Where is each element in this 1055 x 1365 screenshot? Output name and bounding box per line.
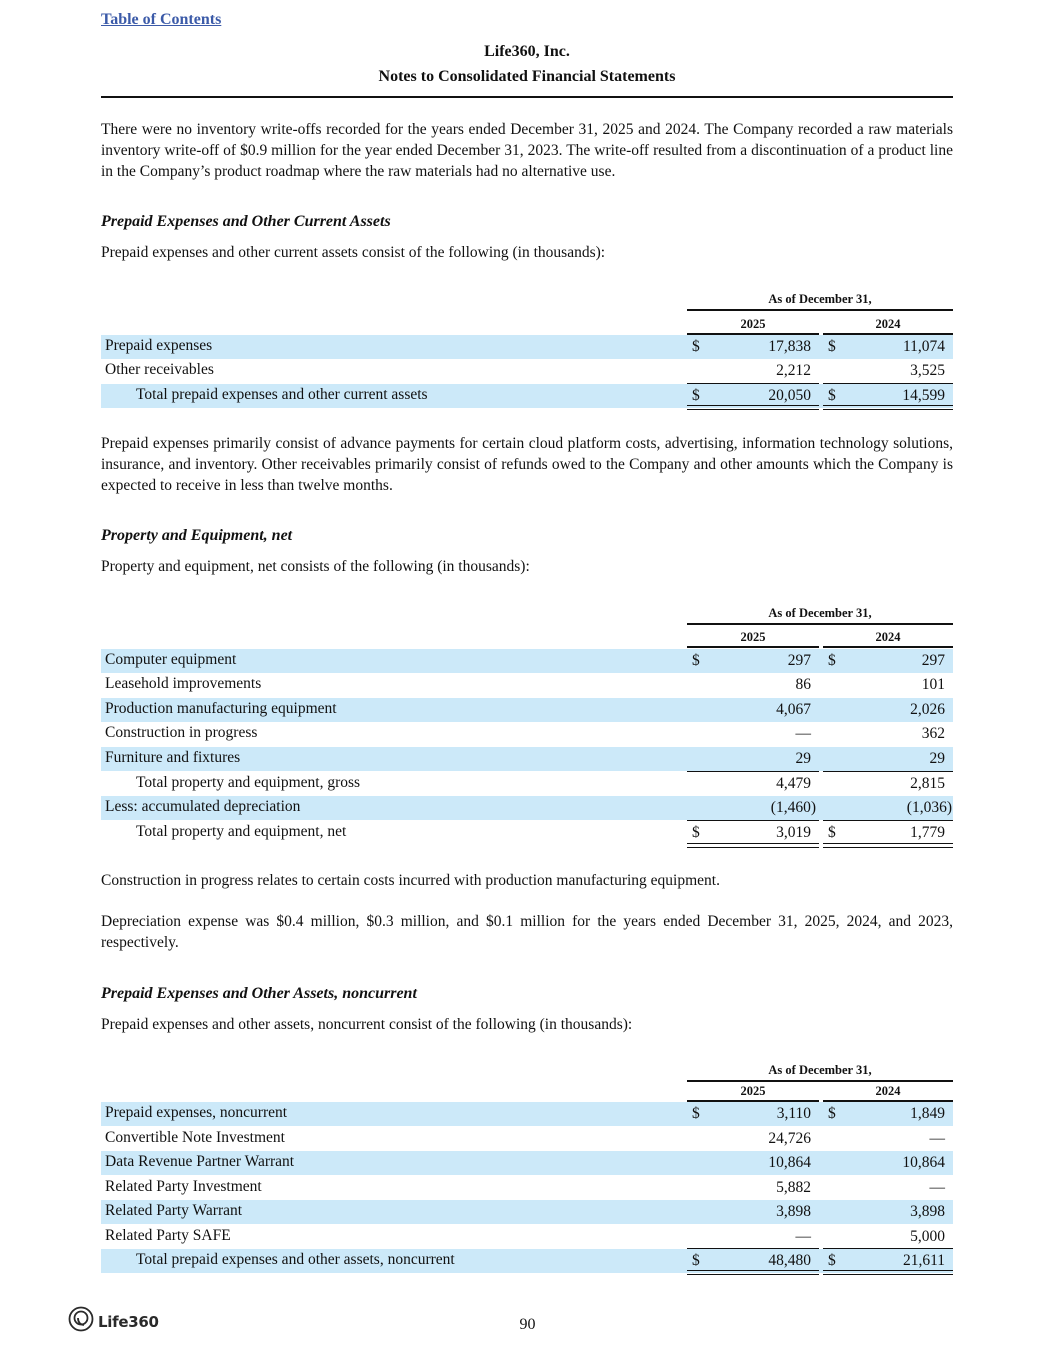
value-2024: 21,611 (902, 1252, 945, 1269)
currency-symbol: $ (692, 1252, 700, 1269)
row-label: Total prepaid expenses and other assets, noncurrent (136, 1251, 455, 1268)
row-label: Related Party SAFE (105, 1227, 231, 1244)
row-label: Related Party Warrant (105, 1202, 243, 1219)
table-of-contents-link[interactable]: Table of Contents (101, 11, 222, 28)
row-label: Furniture and fixtures (105, 749, 241, 766)
column-group-header: As of December 31, (768, 292, 872, 306)
row-label: Data Revenue Partner Warrant (105, 1153, 295, 1170)
row-label: Total property and equipment, net (136, 823, 347, 840)
value-2024: — (929, 1179, 945, 1196)
value-2024: 10,864 (902, 1154, 945, 1171)
table-row (101, 747, 953, 771)
value-2025: 4,067 (776, 701, 811, 718)
row-label: Convertible Note Investment (105, 1129, 285, 1146)
column-group-header: As of December 31, (768, 1063, 872, 1077)
value-2025: 29 (795, 750, 811, 767)
section-heading-prepaid-current: Prepaid Expenses and Other Current Assets (101, 213, 391, 230)
table-row (101, 1225, 953, 1249)
currency-symbol: $ (692, 387, 700, 404)
table-row (101, 796, 953, 820)
table-row (101, 359, 953, 383)
value-2025: — (795, 1228, 811, 1245)
currency-symbol: $ (828, 652, 836, 669)
header-rule (687, 1080, 953, 1082)
header-rule (823, 646, 953, 648)
value-2024: 11,074 (902, 338, 945, 355)
header-rule (687, 623, 953, 625)
header-rule (687, 646, 819, 648)
logo-wordmark: Life360 (98, 1312, 159, 1331)
value-2025: 24,726 (768, 1130, 811, 1147)
value-2025: 3,898 (776, 1203, 811, 1220)
column-group-header: As of December 31, (768, 606, 872, 620)
row-label: Leasehold improvements (105, 675, 262, 692)
value-2024: 101 (921, 676, 945, 693)
section-heading-property: Property and Equipment, net (101, 527, 293, 544)
value-2025: 48,480 (768, 1252, 811, 1269)
column-header-2024: 2024 (875, 1084, 901, 1098)
currency-symbol: $ (828, 824, 836, 841)
value-2024: 3,898 (910, 1203, 945, 1220)
row-label: Total property and equipment, gross (136, 774, 361, 791)
currency-symbol: $ (828, 387, 836, 404)
row-label: Production manufacturing equipment (105, 700, 337, 717)
value-2025: 4,479 (776, 775, 811, 792)
table-row (101, 335, 953, 359)
currency-symbol: $ (692, 824, 700, 841)
row-label: Total prepaid expenses and other current assets (136, 386, 428, 403)
column-header-2024: 2024 (875, 317, 901, 331)
value-2024: 3,525 (910, 362, 945, 379)
total-double-rule (687, 843, 819, 848)
value-2025: 86 (795, 676, 811, 693)
company-name: Life360, Inc. (484, 43, 570, 60)
value-2025: — (795, 725, 811, 742)
table-row (101, 722, 953, 746)
value-2024: 2,026 (910, 701, 945, 718)
column-header-2024: 2024 (875, 630, 901, 644)
currency-symbol: $ (692, 338, 700, 355)
value-2024: 362 (921, 725, 945, 742)
total-double-rule (687, 1270, 819, 1275)
table-row (101, 1151, 953, 1175)
table-row (101, 673, 953, 697)
value-2024: 14,599 (902, 387, 945, 404)
currency-symbol: $ (828, 1105, 836, 1122)
row-label: Prepaid expenses, noncurrent (105, 1104, 288, 1121)
value-2024: (1,036) (906, 799, 952, 816)
table-row (101, 1127, 953, 1151)
column-header-2025: 2025 (740, 630, 766, 644)
depreciation-note-paragraph: Depreciation expense was $0.4 million, $0.3 million, and $0.1 million for the years ended December 31, 2025, 2024, and 2023, respectively. (101, 913, 953, 951)
value-2024: — (929, 1130, 945, 1147)
total-double-rule (823, 843, 953, 848)
row-label: Other receivables (105, 361, 214, 378)
header-rule (687, 309, 953, 311)
total-double-rule (823, 1270, 953, 1275)
value-2025: 2,212 (776, 362, 811, 379)
row-label: Computer equipment (105, 651, 237, 668)
value-2025: (1,460) (770, 799, 816, 816)
value-2025: 20,050 (768, 387, 811, 404)
table-row (101, 1176, 953, 1200)
section-intro-prepaid-current: Prepaid expenses and other current assets consist of the following (in thousands): (101, 244, 606, 261)
section-intro-property: Property and equipment, net consists of the following (in thousands): (101, 558, 530, 575)
header-divider (101, 96, 953, 98)
value-2025: 10,864 (768, 1154, 811, 1171)
value-2024: 2,815 (910, 775, 945, 792)
currency-symbol: $ (692, 652, 700, 669)
construction-note-paragraph: Construction in progress relates to certain costs incurred with production manufacturing equipment. (101, 872, 720, 889)
row-label: Less: accumulated depreciation (105, 798, 301, 815)
row-label: Construction in progress (105, 724, 258, 741)
total-double-rule (823, 405, 953, 410)
inventory-paragraph: There were no inventory write-offs recorded for the years ended December 31, 2025 and 2024. The Company recorded a raw materials inventory write-off of $0.9 million for the year ended December 31, 2023. The write-off resulted from a discontinuation of a product line in the Company’s product roadmap where the raw materials had no alternative use. (101, 121, 953, 180)
table-row (101, 698, 953, 722)
value-2025: 297 (787, 652, 811, 669)
value-2024: 1,779 (910, 824, 945, 841)
section-intro-prepaid-noncurrent: Prepaid expenses and other assets, noncurrent consist of the following (in thousands): (101, 1016, 633, 1033)
column-header-2025: 2025 (740, 1084, 766, 1098)
column-header-2025: 2025 (740, 317, 766, 331)
currency-symbol: $ (828, 338, 836, 355)
table-row-total (101, 821, 953, 845)
value-2024: 1,849 (910, 1105, 945, 1122)
total-double-rule (687, 405, 819, 410)
row-label: Prepaid expenses (105, 337, 213, 354)
value-2025: 17,838 (768, 338, 811, 355)
page-title: Notes to Consolidated Financial Statements (378, 68, 676, 85)
row-label: Related Party Investment (105, 1178, 262, 1195)
value-2024: 5,000 (910, 1228, 945, 1245)
currency-symbol: $ (692, 1105, 700, 1122)
value-2025: 3,019 (776, 824, 811, 841)
table-row (101, 1200, 953, 1224)
value-2025: 3,110 (776, 1105, 811, 1122)
table-row (101, 1102, 953, 1126)
section-heading-prepaid-noncurrent: Prepaid Expenses and Other Assets, noncurrent (101, 985, 417, 1002)
value-2024: 297 (921, 652, 945, 669)
value-2025: 5,882 (776, 1179, 811, 1196)
prepaid-explanation-paragraph: Prepaid expenses primarily consist of advance payments for certain cloud platform costs, advertising, information technology solutions, insurance, and inventory. Other receivables primarily consist of refunds owed to the Company and other amounts which the Company is expected to receive in less than twelve months. (101, 435, 953, 494)
page-number: 90 (519, 1316, 536, 1333)
currency-symbol: $ (828, 1252, 836, 1269)
table-row-subtotal (101, 772, 953, 796)
table-row (101, 649, 953, 673)
value-2024: 29 (929, 750, 945, 767)
